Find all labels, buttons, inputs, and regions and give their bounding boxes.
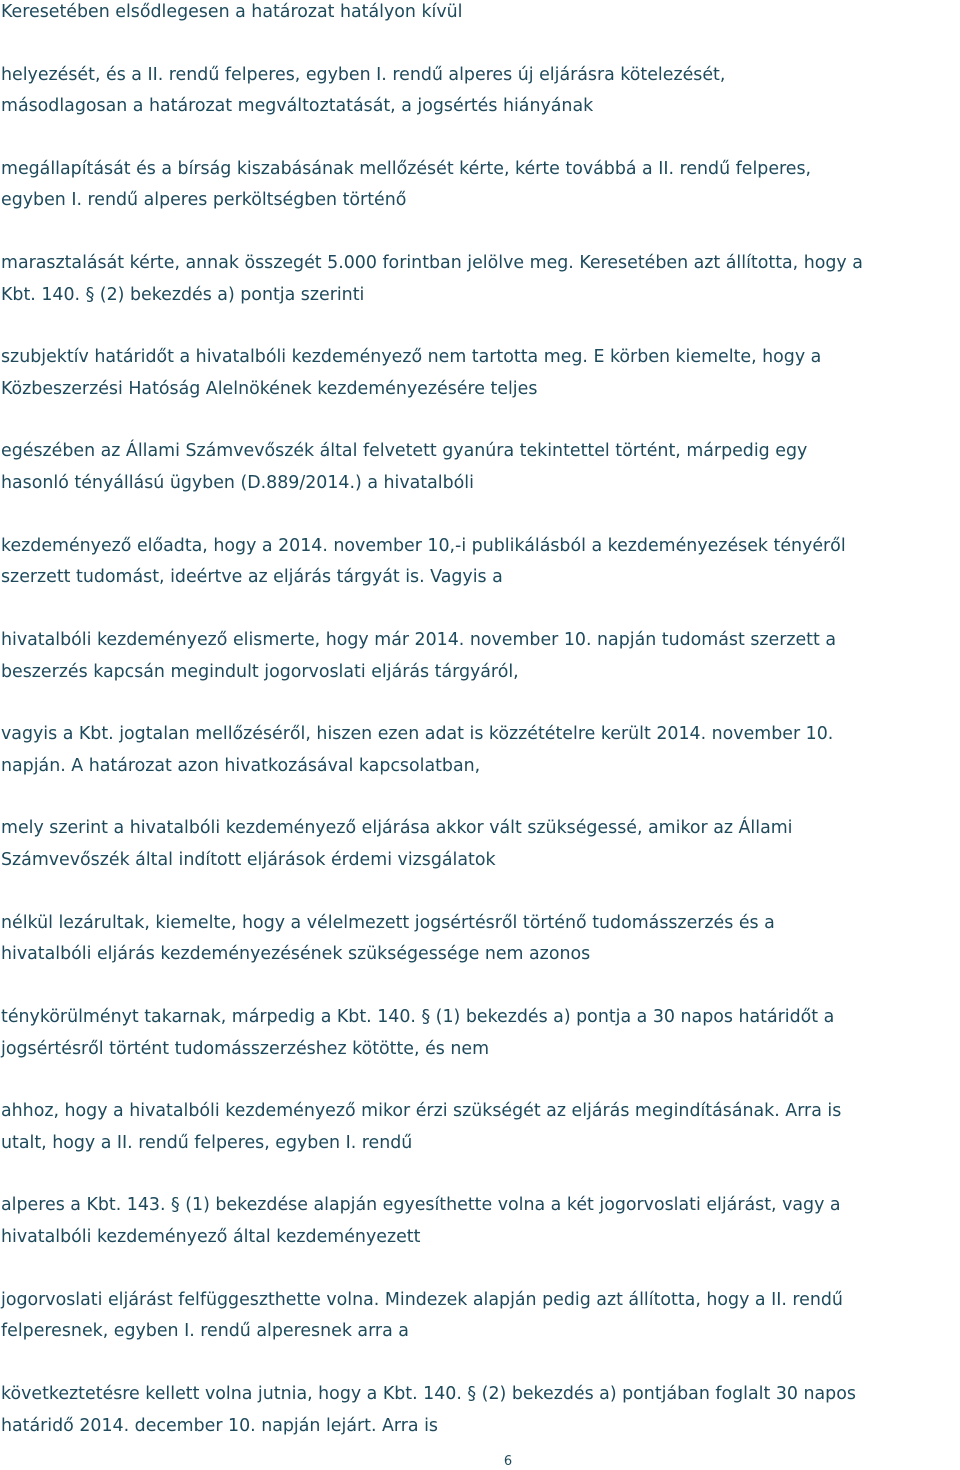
text-line: ahhoz, hogy a hivatalbóli kezdeményező mikor érzi szükségét az eljárás megindításának. Arra is bbox=[1, 1101, 842, 1121]
text-line: beszerzés kapcsán megindult jogorvoslati eljárás tárgyáról, bbox=[1, 662, 519, 682]
text-line: jogsértésről történt tudomásszerzéshez kötötte, és nem bbox=[1, 1039, 490, 1059]
page-number: 6 bbox=[503, 1454, 513, 1469]
text-line: marasztalását kérte, annak összegét 5.000 forintban jelölve meg. Keresetében azt állította, hogy a bbox=[1, 253, 863, 273]
text-line: hivatalbóli kezdeményező által kezdeményezett bbox=[1, 1227, 421, 1247]
text-line: nélkül lezárultak, kiemelte, hogy a vélelmezett jogsértésről történő tudomásszerzés és a bbox=[1, 913, 775, 933]
text-line: felperesnek, egyben I. rendű alperesnek arra a bbox=[1, 1321, 409, 1341]
text-line: másodlagosan a határozat megváltoztatását, a jogsértés hiányának bbox=[1, 96, 594, 116]
text-line: egészében az Állami Számvevőszék által felvetett gyanúra tekintettel történt, márpedig egy bbox=[1, 441, 808, 461]
text-line: mely szerint a hivatalbóli kezdeményező eljárása akkor vált szükségessé, amikor az Állami bbox=[1, 818, 793, 838]
text-line: Keresetében elsődlegesen a határozat hatályon kívül bbox=[1, 2, 463, 22]
text-line: szerzett tudomást, ideértve az eljárás tárgyát is. Vagyis a bbox=[1, 567, 503, 587]
text-line: jogorvoslati eljárást felfüggeszthette volna. Mindezek alapján pedig azt állította, hogy a II. rendű bbox=[1, 1290, 843, 1310]
text-line: utalt, hogy a II. rendű felperes, egyben I. rendű bbox=[1, 1133, 413, 1153]
text-line: napján. A határozat azon hivatkozásával kapcsolatban, bbox=[1, 756, 481, 776]
text-line: következtetésre kellett volna jutnia, hogy a Kbt. 140. § (2) bekezdés a) pontjában foglalt 30 napos bbox=[1, 1384, 856, 1404]
text-line: ténykörülményt takarnak, márpedig a Kbt. 140. § (1) bekezdés a) pontja a 30 napos határidőt a bbox=[1, 1007, 835, 1027]
text-line: Számvevőszék által indított eljárások érdemi vizsgálatok bbox=[1, 850, 496, 870]
text-line: helyezését, és a II. rendű felperes, egyben I. rendű alperes új eljárásra kötelezését, bbox=[1, 65, 726, 85]
text-line: hasonló tényállású ügyben (D.889/2014.) a hivatalbóli bbox=[1, 473, 474, 493]
text-line: megállapítását és a bírság kiszabásának mellőzését kérte, kérte továbbá a II. rendű felperes, bbox=[1, 159, 812, 179]
text-line: alperes a Kbt. 143. § (1) bekezdése alapján egyesíthette volna a két jogorvoslati eljárást, vagy a bbox=[1, 1195, 841, 1215]
text-line: szubjektív határidőt a hivatalbóli kezdeményező nem tartotta meg. E körben kiemelte, hogy a bbox=[1, 347, 822, 367]
text-line: vagyis a Kbt. jogtalan mellőzéséről, hiszen ezen adat is közzétételre került 2014. november 10. bbox=[1, 724, 834, 744]
text-line: egyben I. rendű alperes perköltségben történő bbox=[1, 190, 407, 210]
text-line: Kbt. 140. § (2) bekezdés a) pontja szerinti bbox=[1, 285, 365, 305]
text-line: kezdeményező előadta, hogy a 2014. november 10,-i publikálásból a kezdeményezések tényéről bbox=[1, 536, 846, 556]
text-line: hivatalbóli kezdeményező elismerte, hogy már 2014. november 10. napján tudomást szerzett a bbox=[1, 630, 837, 650]
text-line: Közbeszerzési Hatóság Alelnökének kezdeményezésére teljes bbox=[1, 379, 538, 399]
text-line: határidő 2014. december 10. napján lejárt. Arra is bbox=[1, 1416, 438, 1436]
text-line: hivatalbóli eljárás kezdeményezésének szükségessége nem azonos bbox=[1, 944, 591, 964]
